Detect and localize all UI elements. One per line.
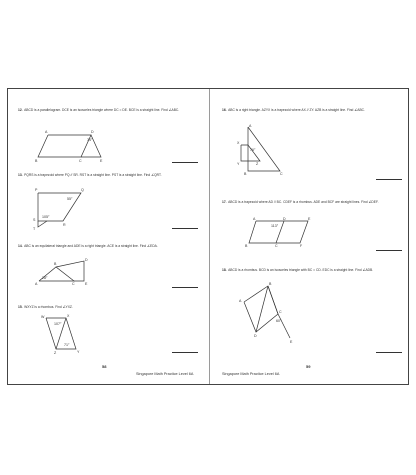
vertex-label-x: X: [237, 141, 240, 145]
rhombus-cdef-edges: [276, 221, 308, 243]
extension-lines: [38, 221, 47, 227]
page-number: 58: [102, 364, 107, 369]
question-13: [18, 173, 198, 177]
vertex-label-e: E: [290, 340, 293, 344]
question-number: 13.: [18, 173, 23, 177]
vertex-label-y: Y: [77, 350, 80, 354]
question-text: ABC is an equilateral triangle and ADE is a right triangle. ACE is a straight line. Find ∠EDA.: [24, 244, 158, 248]
angle-label: 74°: [87, 138, 93, 142]
vertex-label-a: A: [35, 282, 38, 286]
question-number: 14.: [18, 244, 23, 248]
vertex-label-z: Z: [256, 162, 259, 166]
vertex-label-a: A: [239, 299, 242, 303]
vertex-label-b: B: [245, 244, 248, 248]
vertex-label-b: B: [244, 172, 247, 176]
workbook-spread: [7, 88, 409, 385]
trapezoid-abcd-edges: [249, 221, 284, 243]
question-text: PQRS is a trapezoid where PQ // SR. RST is a straight line. PST is a straight line. Find ∠QRT.: [24, 173, 162, 177]
vertex-label-b: B: [54, 262, 57, 266]
answer-line: [172, 228, 198, 229]
answer-line: [172, 162, 198, 163]
figure-right-triangle-abc: [236, 123, 286, 178]
question-text: ABCD is a parallelogram. DCE is an isosceles triangle where DC = DE. BCE is a straight line. Find ∠ABC.: [24, 108, 180, 112]
question-number: 12.: [18, 108, 23, 112]
vertex-label-z: Z: [54, 351, 57, 355]
figure-rhombus-wxyz: [38, 313, 93, 355]
vertex-label-d: D: [85, 258, 88, 262]
question-number: 17.: [222, 200, 227, 204]
answer-line: [172, 352, 198, 353]
question-17: [222, 200, 402, 204]
vertex-label-e: E: [308, 217, 311, 221]
question-18: [222, 268, 402, 272]
question-number: 15.: [18, 305, 23, 309]
vertex-label-p: P: [35, 188, 38, 192]
answer-line: [376, 250, 402, 251]
vertex-label-c: C: [279, 310, 282, 314]
vertex-label-f: F: [300, 244, 303, 248]
angle-label: 76°: [250, 148, 256, 152]
question-12: [18, 108, 198, 112]
vertex-label-c: C: [280, 172, 283, 176]
angle-label: 28°: [42, 276, 48, 280]
question-text: ABC is a right triangle. AZYX is a trapezoid where AX // ZY. AZB is a straight line. Find ∠ABC.: [228, 108, 365, 112]
question-text: ABCD is a trapezoid where AD // BC. CDEF is a rhombus. ADE and BCF are straight lines. Find ∠DEF.: [228, 200, 379, 204]
answer-line: [376, 179, 402, 180]
page-footer: Singapore Math Practice Level 6A: [222, 372, 280, 376]
vertex-label-c: C: [72, 282, 75, 286]
question-number: 16.: [222, 108, 227, 112]
vertex-label-x: X: [67, 314, 70, 318]
vertex-label-e: E: [85, 282, 88, 286]
figure-trapezoid-rhombus: [244, 215, 314, 250]
vertex-label-d: D: [254, 334, 257, 338]
question-text: ABCD is a rhombus. BCD is an isosceles triangle with BC = CD. EDC is a straight line. Find ∠ADB.: [228, 268, 374, 272]
angle-label-2: 71°: [64, 343, 70, 347]
vertex-label-a: A: [249, 124, 252, 128]
page-gutter: [209, 89, 210, 384]
figure-triangles-abc-ade: [34, 257, 94, 287]
angle-label: 113°: [271, 224, 279, 228]
vertex-label-b: B: [269, 282, 272, 286]
answer-line: [376, 352, 402, 353]
vertex-label-a: A: [45, 130, 48, 134]
vertex-label-d: D: [91, 130, 94, 134]
vertex-label-r: R: [63, 223, 66, 227]
vertex-label-y: Y: [237, 162, 240, 166]
page-footer: Singapore Math Practice Level 6A: [136, 372, 194, 376]
vertex-label-w: W: [41, 315, 45, 319]
question-15: [18, 305, 198, 309]
page-number: 59: [306, 364, 311, 369]
vertex-label-s: S: [33, 218, 36, 222]
angle-label-1: 55°: [67, 197, 73, 201]
angle-label: 60°: [276, 319, 282, 323]
figure-parallelogram-abcd: [33, 127, 118, 167]
answer-line: [172, 287, 198, 288]
vertex-label-t: T: [33, 227, 36, 231]
rhombus-abcd-edges: [244, 286, 278, 332]
vertex-label-c: C: [275, 244, 278, 248]
angle-label-2: 105°: [42, 215, 50, 219]
vertex-label-e: E: [100, 159, 103, 163]
parallelogram-edges: [38, 135, 91, 157]
vertex-label-d: D: [283, 217, 286, 221]
angle-label-1: 107°: [54, 322, 62, 326]
question-number: 18.: [222, 268, 227, 272]
vertex-label-c: C: [79, 159, 82, 163]
vertex-label-a: A: [253, 217, 256, 221]
vertex-label-q: Q: [81, 188, 84, 192]
figure-trapezoid-pqrs: [33, 185, 93, 230]
figure-rhombus-abcd: [238, 280, 298, 345]
question-text: WXYZ is a rhombus. Find ∠YXZ.: [24, 305, 73, 309]
vertex-label-b: B: [35, 159, 38, 163]
question-16: [222, 108, 402, 112]
question-14: [18, 244, 198, 248]
